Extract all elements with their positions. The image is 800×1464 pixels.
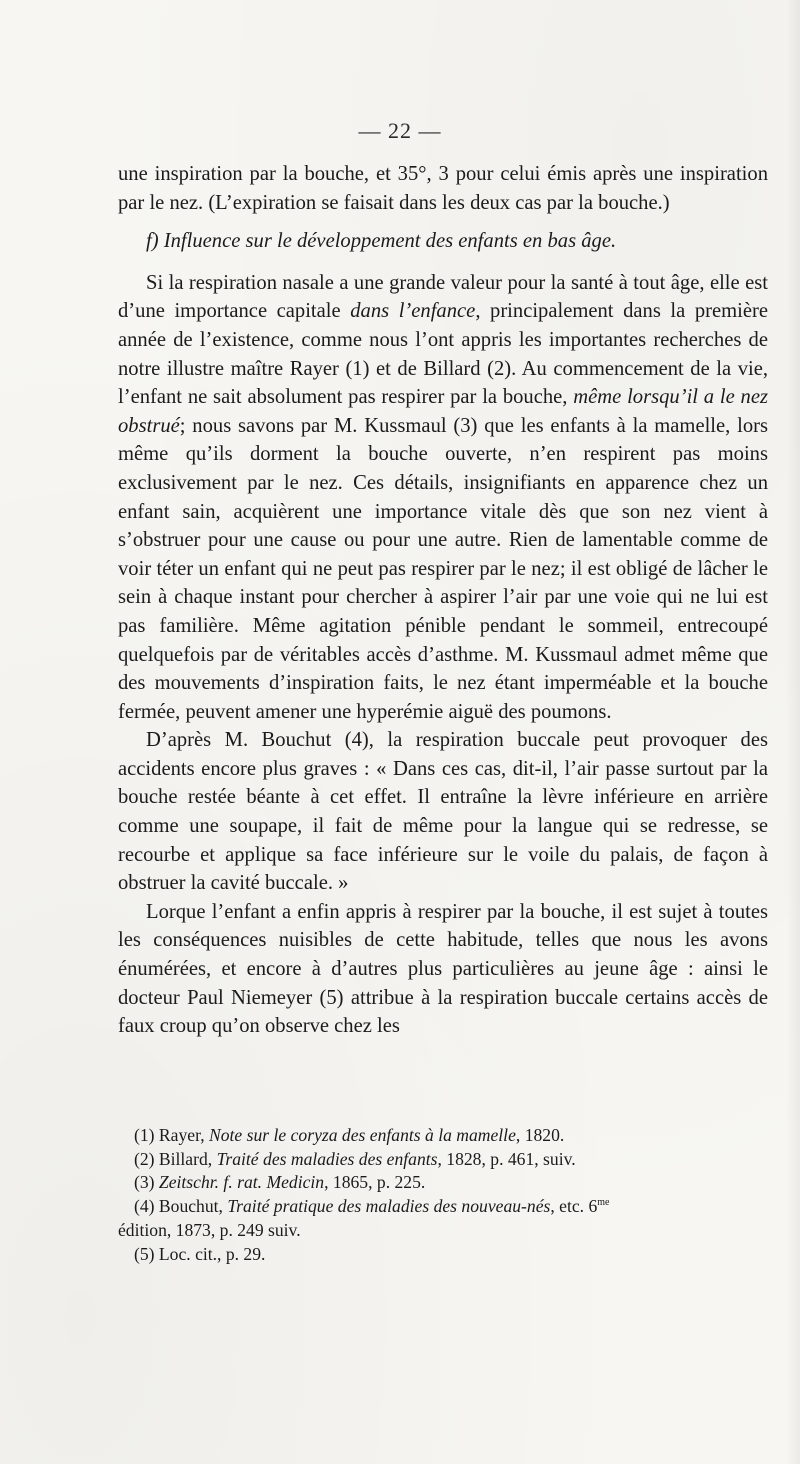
footnote-title: Note sur le coryza des enfants à la mamelle — [209, 1125, 516, 1145]
paragraph-nasal-respiration — [118, 269, 768, 727]
text-run: Si la respiration nasale a une grande valeur pour la santé à tout âge, elle est d’une importance capitale — [118, 271, 768, 323]
italic-run: même lorsqu’il a le nez obstrué — [118, 386, 768, 437]
footnote-marker: (2) Billard, — [134, 1148, 217, 1169]
main-text — [118, 160, 768, 1041]
footnote-4-continuation: édition, 1873, p. 249 suiv. — [118, 1219, 301, 1240]
footnotes — [118, 1124, 768, 1266]
footnote-title: Traité pratique des maladies des nouveau-nés — [227, 1196, 551, 1217]
footnote-detail: , 1820. — [515, 1125, 565, 1145]
footnote-4 — [134, 1195, 768, 1219]
paragraph-niemeyer: Lorque l’enfant a enfin appris à respirer par la bouche, il est sujet à toutes les conséquences nuisibles de cette habitude, telles que nous les avons énumérées, et encore à d’autres plus particulières au jeune âge : ainsi le docteur Paul Niemeyer (5) attribue à la respiration buccale certains accès de faux croup qu’on observe chez les — [118, 900, 768, 1038]
paragraph-continuation: une inspiration par la bouche, et 35°, 3 pour celui émis après une inspiration par le nez. (L’expiration se faisait dans les deux cas par la bouche.) — [118, 163, 768, 214]
footnote-3 — [134, 1171, 768, 1195]
page-edge-shadow — [786, 0, 800, 1464]
footnote-detail: , 1828, p. 461, suiv. — [437, 1148, 576, 1169]
footnote-2 — [134, 1148, 768, 1172]
page-number: — 22 — — [358, 118, 442, 143]
section-title: Influence sur le développement des enfants en bas âge. — [163, 230, 617, 253]
footnote-marker: (3) — [134, 1172, 159, 1193]
text-run: , principalement dans la première année de l’existence, comme nous l’ont appris les importantes recherches de notre illustre maître Rayer (1) et de Billard (2). Au commencement de la vie, l’enfant ne sait absolument pas respirer par la bouche, — [118, 300, 768, 409]
footnote-1 — [134, 1124, 768, 1148]
footnote-detail: , 1865, p. 225. — [324, 1172, 426, 1193]
superscript: me — [597, 1197, 610, 1209]
footnote-detail: , etc. 6 — [550, 1196, 598, 1217]
footnote-5: (5) Loc. cit., p. 29. — [134, 1243, 266, 1264]
footnote-marker: (4) Bouchut, — [134, 1196, 228, 1217]
section-letter: f) — [146, 230, 159, 253]
italic-run: dans l’enfance — [350, 300, 476, 323]
text-run: ; nous savons par M. Kussmaul (3) que les enfants à la mamelle, lors même qu’ils dorment la bouche ouverte, n’en respirent pas moins exclusivement par le nez. Ces détails, insignifiants en apparence chez un enfant sain, acquièrent une importance vitale dès que son nez vient à s’obstruer pour une cause ou pour une autre. Rien de lamentable comme de voir téter un enfant qui ne peut pas respirer par le nez; il est obligé de lâcher le sein à chaque instant pour chercher à aspirer l’air par une voie qui ne lui est pas familière. Même agitation pénible pendant le sommeil, entrecoupé quelquefois par de véritables accès d’asthme. M. Kussmaul admet même que des mouvements d’inspiration faits, le nez étant imperméable et la bouche fermée, peuvent amener une hyperémie aiguë des poumons. — [118, 414, 768, 723]
footnote-marker: (1) Rayer, — [134, 1125, 210, 1145]
paragraph-bouchut: D’après M. Bouchut (4), la respiration buccale peut provoquer des accidents encore plus graves : « Dans ces cas, dit-il, l’air passe surtout par la bouche restée béante à cet effet. Il entraîne la lèvre inférieure en arrière comme une soupape, il fait de même pour la langue qui se redresse, se recourbe et applique sa face inférieure sur le voile du palais, de façon à obstruer la cavité buccale. » — [118, 729, 768, 895]
section-heading — [118, 227, 768, 256]
footnote-title: Zeitschr. f. rat. Medicin — [158, 1172, 325, 1193]
footnote-title: Traité des maladies des enfants — [216, 1148, 438, 1169]
